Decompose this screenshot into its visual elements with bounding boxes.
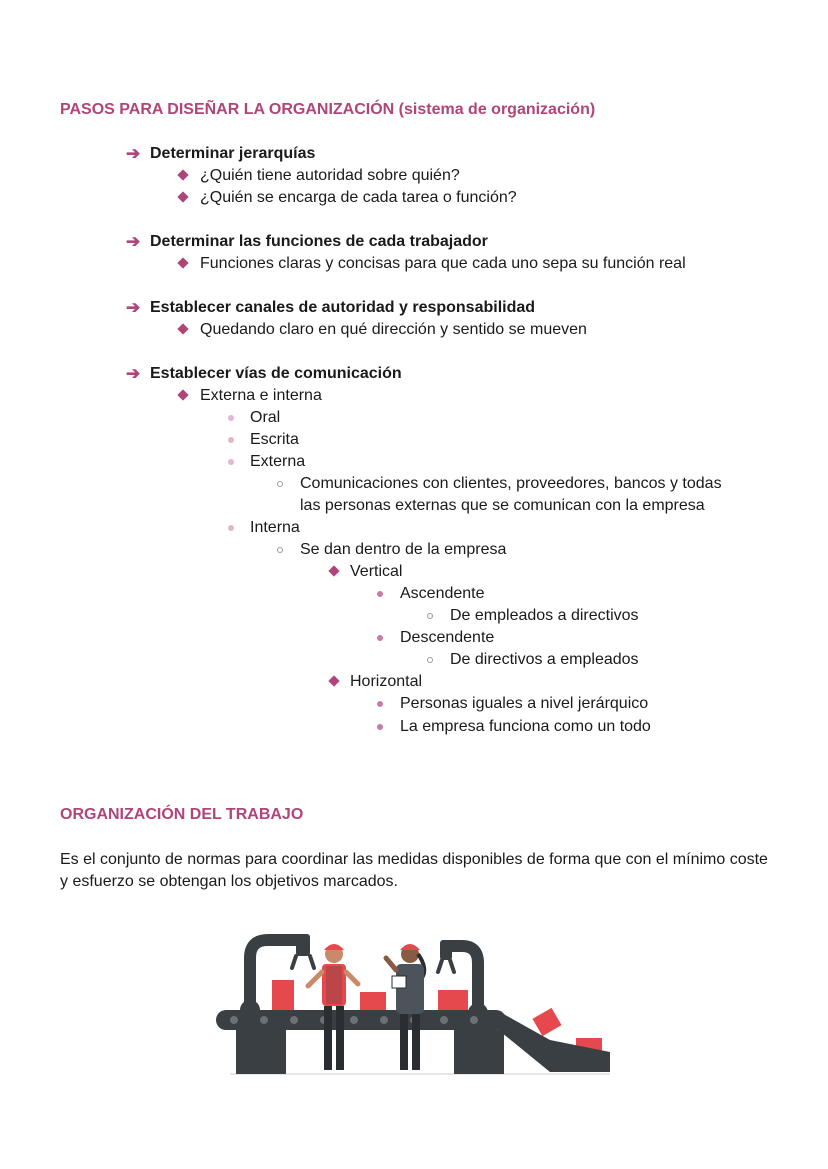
arrow-icon: ➔ [126,298,141,317]
list-item: La empresa funciona como un todo [400,718,651,735]
dot-bullet-icon [228,525,234,531]
ring-bullet-icon [427,613,433,619]
list-item: Comunicaciones con clientes, proveedores, bancos y todas [300,475,722,492]
list-item: ¿Quién tiene autoridad sobre quién? [200,167,460,184]
section-paragraph: Es el conjunto de normas para coordinar las medidas disponibles de forma que con el mínimo coste y esfuerzo se obtengan los objetivos marcados. [60,851,768,890]
list-item: Escrita [250,431,299,448]
dot-bullet-icon [377,724,383,730]
section-title-pasos: PASOS PARA DISEÑAR LA ORGANIZACIÓN (sistema de organización) [60,101,596,118]
dot-bullet-icon [377,635,383,641]
list-item: De directivos a empleados [450,651,639,668]
list-item: Funciones claras y concisas para que cada uno sepa su función real [200,255,686,272]
ring-bullet-icon [277,481,283,487]
list-item: Ascendente [400,585,485,602]
factory-illustration [210,928,620,1078]
step-label: Determinar las funciones de cada trabajador [150,233,488,250]
diamond-bullet-icon [177,169,188,180]
dot-bullet-icon [377,701,383,707]
step-label: Determinar jerarquías [150,145,316,162]
list-item: ¿Quién se encarga de cada tarea o función? [200,189,517,206]
list-item: Externa [250,453,306,470]
diamond-bullet-icon [177,191,188,202]
dot-bullet-icon [228,459,234,465]
list-item: Se dan dentro de la empresa [300,541,507,558]
list-item: Quedando claro en qué dirección y sentido se mueven [200,321,587,338]
step-label: Establecer vías de comunicación [150,365,402,382]
diamond-bullet-icon [177,257,188,268]
list-item: Interna [250,519,300,536]
arrow-icon: ➔ [126,364,141,383]
list-item: Descendente [400,629,495,646]
diamond-bullet-icon [177,389,188,400]
diamond-bullet-icon [177,323,188,334]
list-item: Personas iguales a nivel jerárquico [400,695,649,712]
section-title-organizacion: ORGANIZACIÓN DEL TRABAJO [60,806,304,823]
arrow-icon: ➔ [126,232,141,251]
list-item-continuation: las personas externas que se comunican con la empresa [300,497,705,514]
step-label: Establecer canales de autoridad y responsabilidad [150,299,536,316]
list-item: Oral [250,409,281,426]
list-item: De empleados a directivos [450,607,639,624]
dot-bullet-icon [377,591,383,597]
list-item: Vertical [350,563,403,580]
list-item: Horizontal [350,673,423,690]
diamond-bullet-icon [328,675,339,686]
dot-bullet-icon [228,415,234,421]
ring-bullet-icon [277,547,283,553]
diamond-bullet-icon [328,565,339,576]
list-item: Externa e interna [200,387,322,404]
arrow-icon: ➔ [126,144,141,163]
dot-bullet-icon [228,437,234,443]
ring-bullet-icon [427,657,433,663]
